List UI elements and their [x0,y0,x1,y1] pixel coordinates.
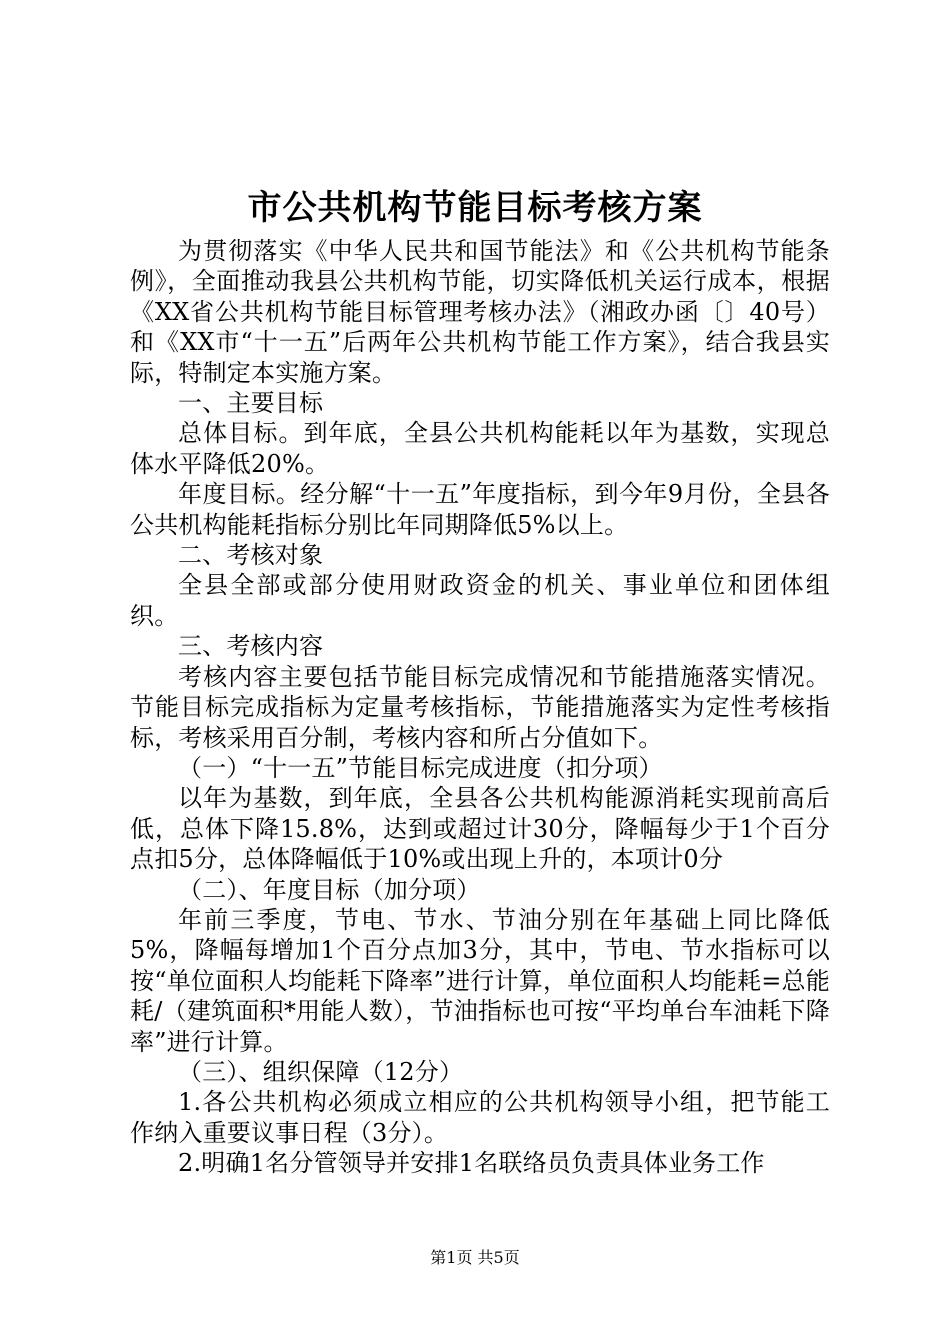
paragraph-progress: 以年为基数，到年底，全县各公共机构能源消耗实现前高后低，总体下降15.8%，达到或超过计30分，降幅每少于1个百分点扣5分，总体降幅低于10%或出现上升的，本项计0分 [130,784,830,874]
paragraph-assessment-targets: 全县全部或部分使用财政资金的机关、事业单位和团体组织。 [130,571,830,630]
paragraph-assessment-content: 考核内容主要包括节能目标完成情况和节能措施落实情况。节能目标完成指标为定量考核指标，节能措施落实为定性考核指标，考核采用百分制，考核内容和所占分值如下。 [130,662,830,752]
paragraph-overall-goal: 总体目标。到年底，全县公共机构能耗以年为基数，实现总体水平降低20%。 [130,419,830,478]
heading-main-goals: 一、主要目标 [178,389,324,418]
subheading-organization: （三）、组织保障（12分） [178,1057,464,1086]
paragraph-organization-1: 1.各公共机构必须成立相应的公共机构领导小组，把节能工作纳入重要议事日程（3分）。 [130,1088,830,1147]
document-body [130,236,830,1179]
paragraph-intro: 为贯彻落实《中华人民共和国节能法》和《公共机构节能条例》，全面推动我县公共机构节能，切实降低机关运行成本，根据《XX省公共机构节能目标管理考核办法》（湘政办函〔〕40号）和《XX市“十一五”后两年公共机构节能工作方案》，结合我县实际，特制定本实施方案。 [130,237,830,387]
subheading-annual-target: （二）、年度目标（加分项） [178,875,481,904]
subheading-progress: （一）“十一五”节能目标完成进度（扣分项） [178,753,663,782]
heading-assessment-targets: 二、考核对象 [178,541,324,570]
document-title: 市公共机构节能目标考核方案 [247,188,703,228]
paragraph-annual-target: 年前三季度，节电、节水、节油分别在年基础上同比降低5%，降幅每增加1个百分点加3分，其中，节电、节水指标可以按“单位面积人均能耗下降率”进行计算，单位面积人均能耗=总能耗/（建筑面积*用能人数），节油指标也可按“平均单台车油耗下降率”进行计算。 [130,905,830,1056]
paragraph-annual-goal: 年度目标。经分解“十一五”年度指标，到今年9月份，全县各公共机构能耗指标分别比年同期降低5%以上。 [130,480,830,539]
page-footer: 第1页 共5页 [430,1248,520,1267]
paragraph-organization-2: 2.明确1名分管领导并安排1名联络员负责具体业务工作 [178,1149,765,1178]
heading-assessment-content: 三、考核内容 [178,632,324,661]
